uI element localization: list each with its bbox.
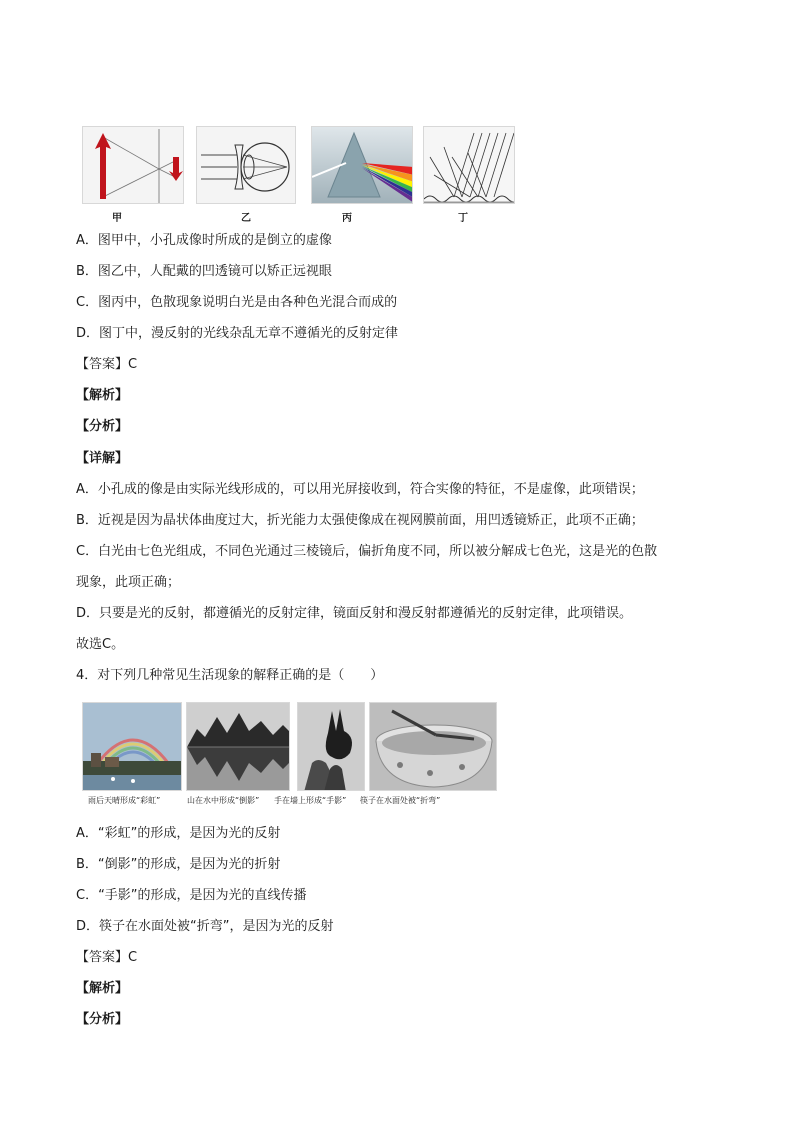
rainbow-photo — [83, 703, 182, 791]
photo-chopstick-bowl — [369, 702, 497, 791]
figure-jia-pinhole — [82, 126, 184, 204]
figure-yi-eye-lens — [196, 126, 296, 204]
q3-detail-d: D．只要是光的反射，都遵循光的反射定律，镜面反射和漫反射都遵循光的反射定律，此项错误。 — [76, 606, 633, 621]
q3-detail-heading: 【详解】 — [76, 451, 129, 466]
q3-analysis-heading: 【解析】 — [76, 388, 129, 403]
q4-option-c: C．“手影”的形成，是因为光的直线传播 — [76, 888, 307, 903]
hand-shadow-photo — [298, 703, 365, 791]
caption-jia: 甲 — [112, 213, 122, 224]
prism-diagram — [312, 127, 413, 204]
figure-bing-prism — [311, 126, 413, 204]
photo-caption-chopstick: 筷子在水面处被“折弯” — [360, 796, 441, 805]
q4-analysis-heading: 【解析】 — [76, 981, 129, 996]
q4-answer: 【答案】C — [76, 950, 138, 965]
caption-yi: 乙 — [241, 213, 251, 224]
chopstick-bowl-photo — [370, 703, 497, 791]
q3-fenxi-heading: 【分析】 — [76, 419, 129, 434]
q3-detail-b: B．近视是因为晶状体曲度过大，折光能力太强使像成在视网膜前面，用凹透镜矫正，此项不正确； — [76, 513, 644, 528]
eye-lens-diagram — [197, 127, 296, 204]
q3-option-a: A．图甲中，小孔成像时所成的是倒立的虚像 — [76, 233, 332, 248]
caption-ding: 丁 — [458, 213, 468, 224]
diffuse-reflection-diagram — [424, 127, 515, 204]
q4-fenxi-heading: 【分析】 — [76, 1012, 129, 1027]
q3-detail-c: C．白光由七色光组成，不同色光通过三棱镜后，偏折角度不同，所以被分解成七色光，这是光的色散 — [76, 544, 658, 559]
photo-caption-hand-shadow: 手在墙上形成“手影” — [274, 796, 347, 805]
photo-rainbow — [82, 702, 182, 791]
q3-option-c: C．图丙中，色散现象说明白光是由各种色光混合而成的 — [76, 295, 398, 310]
photo-mountain-reflection — [186, 702, 290, 791]
mountain-reflection-photo — [187, 703, 290, 791]
q3-detail-c-cont: 现象，此项正确； — [76, 575, 181, 590]
photo-hand-shadow — [297, 702, 365, 791]
caption-bing: 丙 — [342, 213, 352, 224]
q4-option-b: B．“倒影”的形成，是因为光的折射 — [76, 857, 281, 872]
q4-stem: 4．对下列几种常见生活现象的解释正确的是（ ） — [76, 668, 384, 683]
q3-detail-a: A．小孔成的像是由实际光线形成的，可以用光屏接收到，符合实像的特征，不是虚像，此项错误； — [76, 482, 644, 497]
q3-conclusion: 故选C。 — [76, 637, 125, 652]
photo-caption-reflection: 山在水中形成“倒影” — [187, 796, 260, 805]
q3-option-d: D．图丁中，漫反射的光线杂乱无章不遵循光的反射定律 — [76, 326, 399, 341]
q3-answer: 【答案】C — [76, 357, 138, 372]
q3-option-b: B．图乙中，人配戴的凹透镜可以矫正远视眼 — [76, 264, 332, 279]
q4-option-d: D．筷子在水面处被“折弯”，是因为光的反射 — [76, 919, 334, 934]
q4-option-a: A．“彩虹”的形成，是因为光的反射 — [76, 826, 281, 841]
photo-caption-rainbow: 雨后天晴形成“彩虹” — [88, 796, 161, 805]
pinhole-diagram — [83, 127, 184, 204]
figure-ding-diffuse-reflection — [423, 126, 515, 204]
